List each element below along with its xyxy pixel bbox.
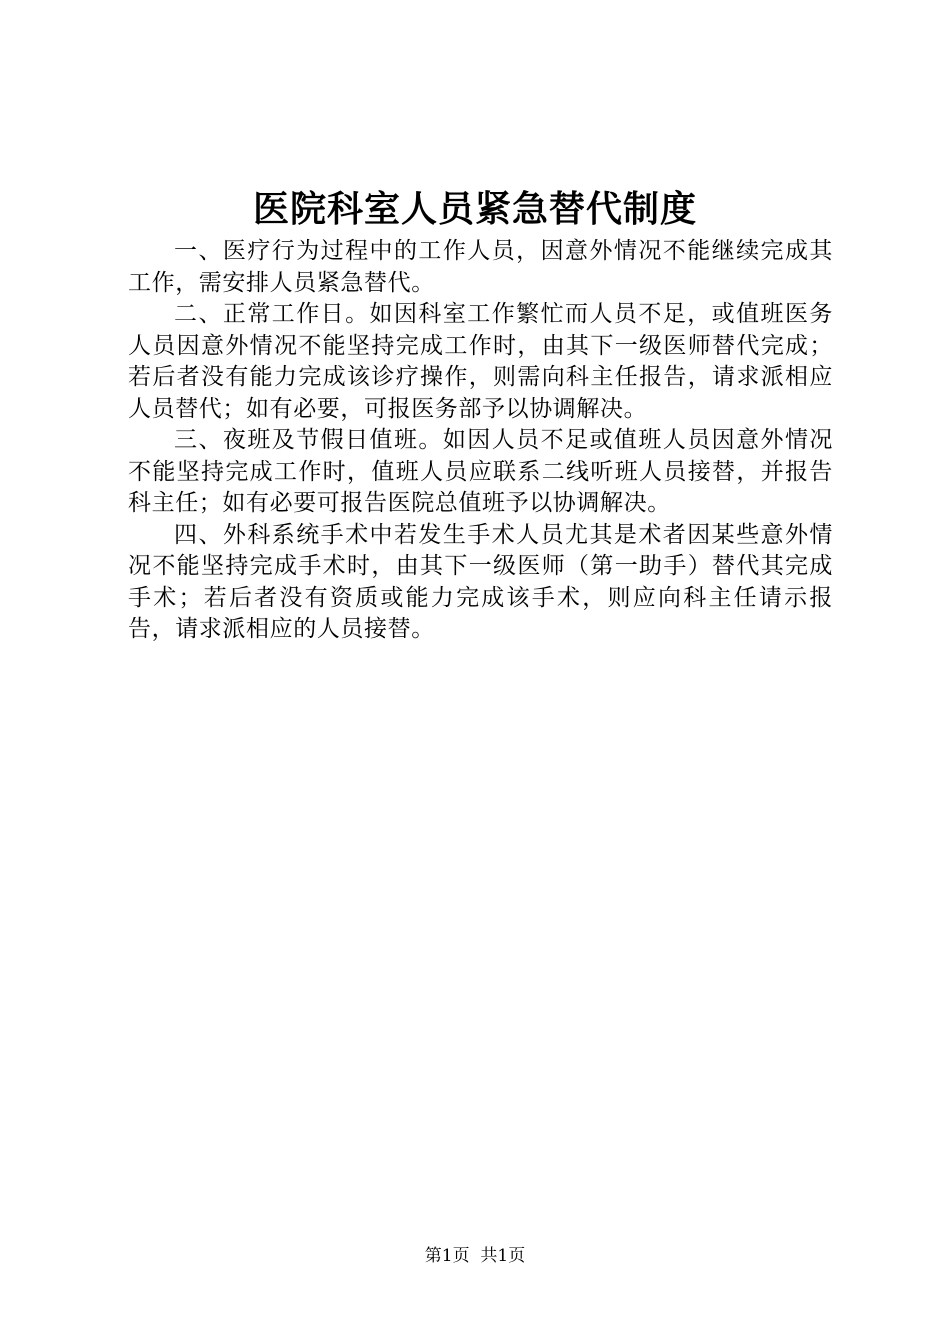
- paragraph-2: 二、正常工作日。如因科室工作繁忙而人员不足，或值班医务人员因意外情况不能坚持完成工作时，由其下一级医师替代完成；若后者没有能力完成该诊疗操作，则需向科主任报告，请求派相应人员替代；如有必要，可报医务部予以协调解决。: [128, 301, 833, 422]
- paragraph-1: 一、医疗行为过程中的工作人员，因意外情况不能继续完成其工作，需安排人员紧急替代。: [128, 238, 833, 296]
- page-total: 共1页: [480, 1246, 526, 1266]
- page-number: 第1页: [424, 1246, 470, 1266]
- paragraph-3: 三、夜班及节假日值班。如因人员不足或值班人员因意外情况不能坚持完成工作时，值班人员应联系二线听班人员接替，并报告科主任；如有必要可报告医院总值班予以协调解决。: [128, 427, 833, 516]
- footer-gap: [470, 1246, 481, 1266]
- paragraph-4: 四、外科系统手术中若发生手术人员尤其是术者因某些意外情况不能坚持完成手术时，由其下一级医师（第一助手）替代其完成手术；若后者没有资质或能力完成该手术，则应向科主任请示报告，请求派相应的人员接替。: [128, 521, 833, 642]
- document-body: [128, 236, 833, 646]
- document-title: 医院科室人员紧急替代制度: [252, 188, 697, 230]
- page-footer: [0, 1244, 950, 1268]
